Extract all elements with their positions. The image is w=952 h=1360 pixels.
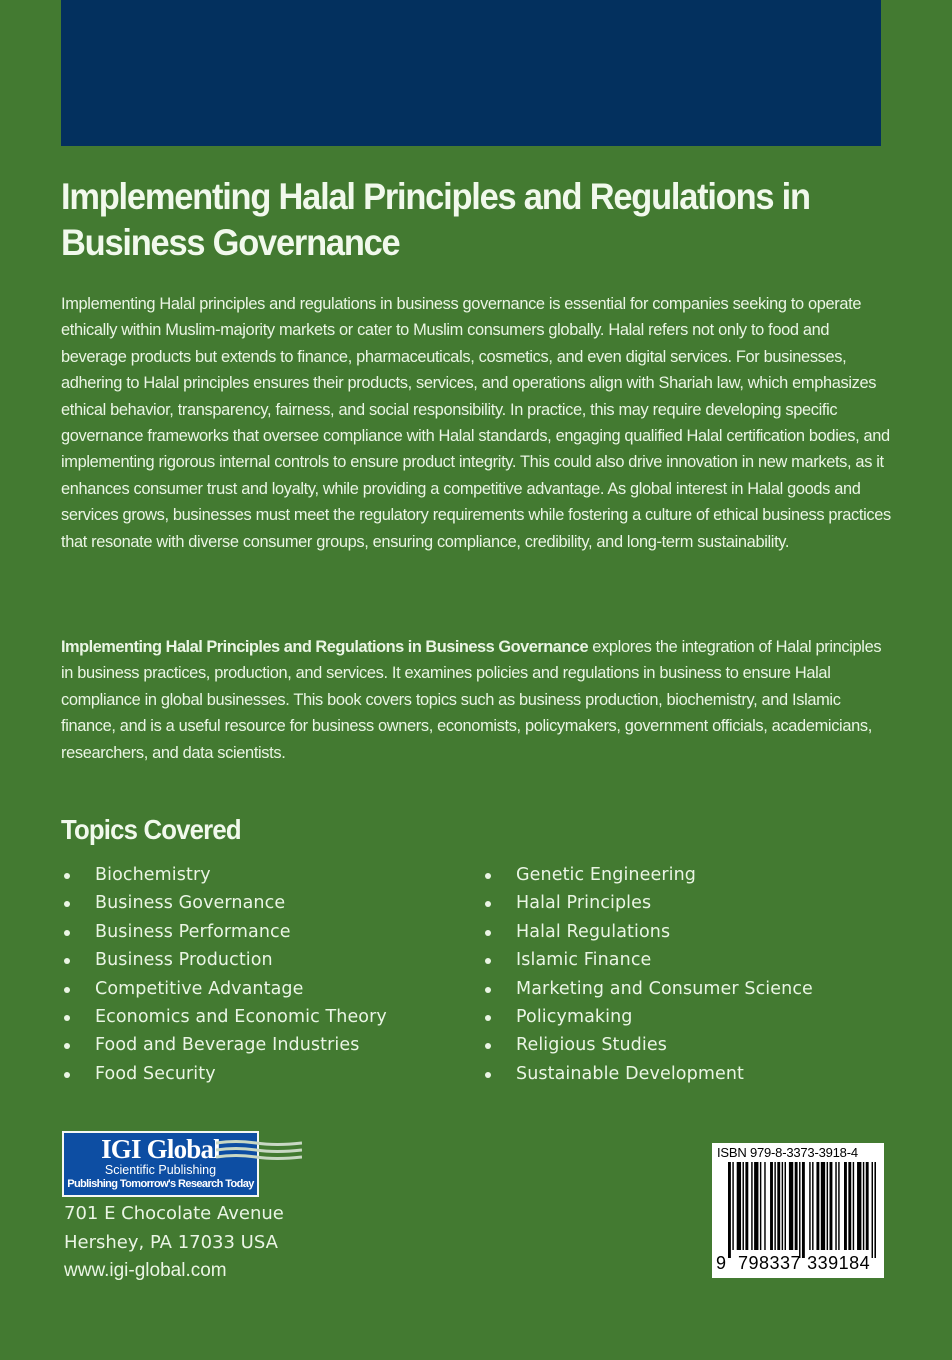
barcode-bar [754, 1162, 758, 1250]
topic-label: Food and Beverage Industries [95, 1035, 360, 1056]
bullet-icon [485, 930, 491, 936]
bullet-icon [485, 873, 491, 879]
barcode-bar [795, 1162, 798, 1250]
topic-label: Business Production [95, 950, 273, 971]
topic-item [482, 1031, 813, 1059]
barcode-bar [830, 1162, 833, 1250]
bullet-icon [64, 901, 70, 907]
topic-label: Islamic Finance [516, 950, 652, 971]
topic-item [482, 1003, 813, 1031]
description-paragraph-2 [61, 634, 891, 766]
barcode-bar [774, 1162, 775, 1250]
address-line-1: 701 E Chocolate Avenue [64, 1203, 284, 1224]
description-paragraph-1: Implementing Halal principles and regulations in business governance is essential for companies seeking to operate ethically within Muslim-majority markets or cater to Muslim consumers globally. Halal refers not only to food and beverage products but extends to finance, pharmaceuticals, cosmetics, and even digital services. For businesses, adhering to Halal principles ensures their products, services, and operations align with Shariah law, which emphasizes ethical behavior, transparency, fairness, and social responsibility. In practice, this may require developing specific governance frameworks that oversee compliance with Halal standards, engaging qualified Halal certification bodies, and implementing rigorous internal controls to ensure product integrity. This could also drive innovation in new markets, as it enhances consumer trust and loyalty, while providing a competitive advantage. As global interest in Halal goods and services grows, businesses must meet the regulatory requirements while fostering a culture of ethical business practices that resonate with diverse consumer groups, ensuring compliance, credibility, and long-term sustainability. [61, 295, 891, 551]
barcode-bar [821, 1162, 825, 1250]
topic-label: Economics and Economic Theory [95, 1007, 387, 1028]
barcode-bar [785, 1162, 786, 1250]
topic-label: Policymaking [516, 1007, 633, 1028]
bullet-icon [64, 1043, 70, 1049]
topic-label: Business Governance [95, 893, 286, 914]
barcode-bar [874, 1162, 876, 1258]
barcode-bar [857, 1162, 861, 1250]
ean-digits [716, 1253, 870, 1274]
barcode-bar [737, 1162, 741, 1250]
isbn-barcode [712, 1143, 884, 1278]
bullet-icon [64, 873, 70, 879]
book-title: Implementing Halal Principles and Regulations in Business Governance [61, 176, 810, 263]
barcode-bar [863, 1162, 864, 1250]
barcode-bar [764, 1162, 765, 1250]
topic-item [482, 1060, 813, 1088]
barcode-bar [835, 1162, 836, 1250]
barcode-bar [816, 1162, 819, 1250]
topics-list-left [61, 861, 387, 1088]
barcode-bar [812, 1162, 813, 1250]
cover-top-panel [61, 0, 881, 146]
topic-label: Halal Principles [516, 893, 652, 914]
topic-item [482, 861, 813, 889]
barcode-bar [777, 1162, 780, 1250]
bullet-icon [64, 958, 70, 964]
barcode-bar [799, 1162, 800, 1258]
topic-item [61, 1031, 387, 1059]
topic-label: Competitive Advantage [95, 978, 304, 999]
topic-label: Food Security [95, 1063, 216, 1084]
barcode-bar [809, 1162, 810, 1250]
topic-item [482, 975, 813, 1003]
bullet-icon [64, 930, 70, 936]
logo-subtitle: Scientific Publishing [104, 1163, 217, 1177]
topic-item [482, 946, 813, 974]
barcode-bar [770, 1162, 773, 1250]
address-line-2: Hershey, PA 17033 USA [64, 1231, 278, 1253]
description-paragraph-2-text: explores the integration of Halal principles in business practices, production, and services. It examines policies and regulations in business to ensure Halal compliance in global businesses. This book covers topics such as business production, biochemistry, and Islamic finance, and is a useful resource for business owners, economists, policymakers, government officials, academicians, researchers, and data scientists. [61, 638, 882, 762]
barcode-bar [743, 1162, 744, 1250]
bullet-icon [485, 987, 491, 993]
ean-left-group: 798337 [738, 1253, 802, 1273]
topic-label: Sustainable Development [516, 1063, 744, 1084]
topics-list-right [482, 861, 813, 1088]
barcode-bar [732, 1162, 733, 1250]
barcode-bar [728, 1162, 731, 1258]
topic-label: Business Performance [95, 921, 291, 942]
topic-label: Biochemistry [95, 865, 211, 885]
bullet-icon [485, 1043, 491, 1049]
bullet-icon [64, 1015, 70, 1021]
topic-item [61, 861, 387, 889]
isbn-label: ISBN 979-8-3373-3918-4 [717, 1145, 858, 1160]
publisher-website: www.igi-global.com [64, 1260, 227, 1281]
logo-brand-name: IGI Global [101, 1134, 220, 1164]
barcode-bar [872, 1162, 873, 1258]
barcode-bar [853, 1162, 854, 1250]
bullet-icon [485, 901, 491, 907]
topic-item [61, 946, 387, 974]
bullet-icon [485, 1072, 491, 1078]
topic-label: Halal Regulations [516, 921, 671, 942]
bullet-icon [64, 987, 70, 993]
topic-item [61, 918, 387, 946]
barcode-bar [760, 1162, 761, 1250]
barcode-bar [802, 1162, 805, 1258]
barcode-bar [751, 1162, 752, 1250]
bullet-icon [485, 958, 491, 964]
topic-item [61, 975, 387, 1003]
bullet-icon [485, 1015, 491, 1021]
barcode-bar [848, 1162, 851, 1250]
topic-label: Marketing and Consumer Science [516, 978, 813, 999]
barcode-bar [782, 1162, 783, 1250]
topic-item [482, 918, 813, 946]
topic-item [61, 889, 387, 917]
topic-item [482, 889, 813, 917]
ean-right-group: 339184 [807, 1253, 871, 1273]
description-book-title: Implementing Halal Principles and Regulations in Business Governance [61, 638, 589, 656]
barcode-bar [838, 1162, 839, 1250]
barcode-bar [844, 1162, 847, 1250]
barcode-bar [745, 1162, 748, 1250]
logo-waves-icon [216, 1140, 302, 1164]
topic-label: Religious Studies [516, 1035, 667, 1056]
barcode-bar [827, 1162, 828, 1250]
logo-tagline: Publishing Tomorrow's Research Today [67, 1178, 254, 1190]
barcode-bar [866, 1162, 869, 1250]
publisher-address [64, 1200, 284, 1286]
topic-label: Genetic Engineering [516, 865, 696, 885]
topic-item [61, 1003, 387, 1031]
ean-first-digit: 9 [716, 1253, 727, 1273]
topics-heading: Topics Covered [61, 814, 241, 845]
barcode-bars-icon [728, 1162, 876, 1258]
topic-item [61, 1060, 387, 1088]
bullet-icon [64, 1072, 70, 1078]
barcode-bar [789, 1162, 793, 1250]
